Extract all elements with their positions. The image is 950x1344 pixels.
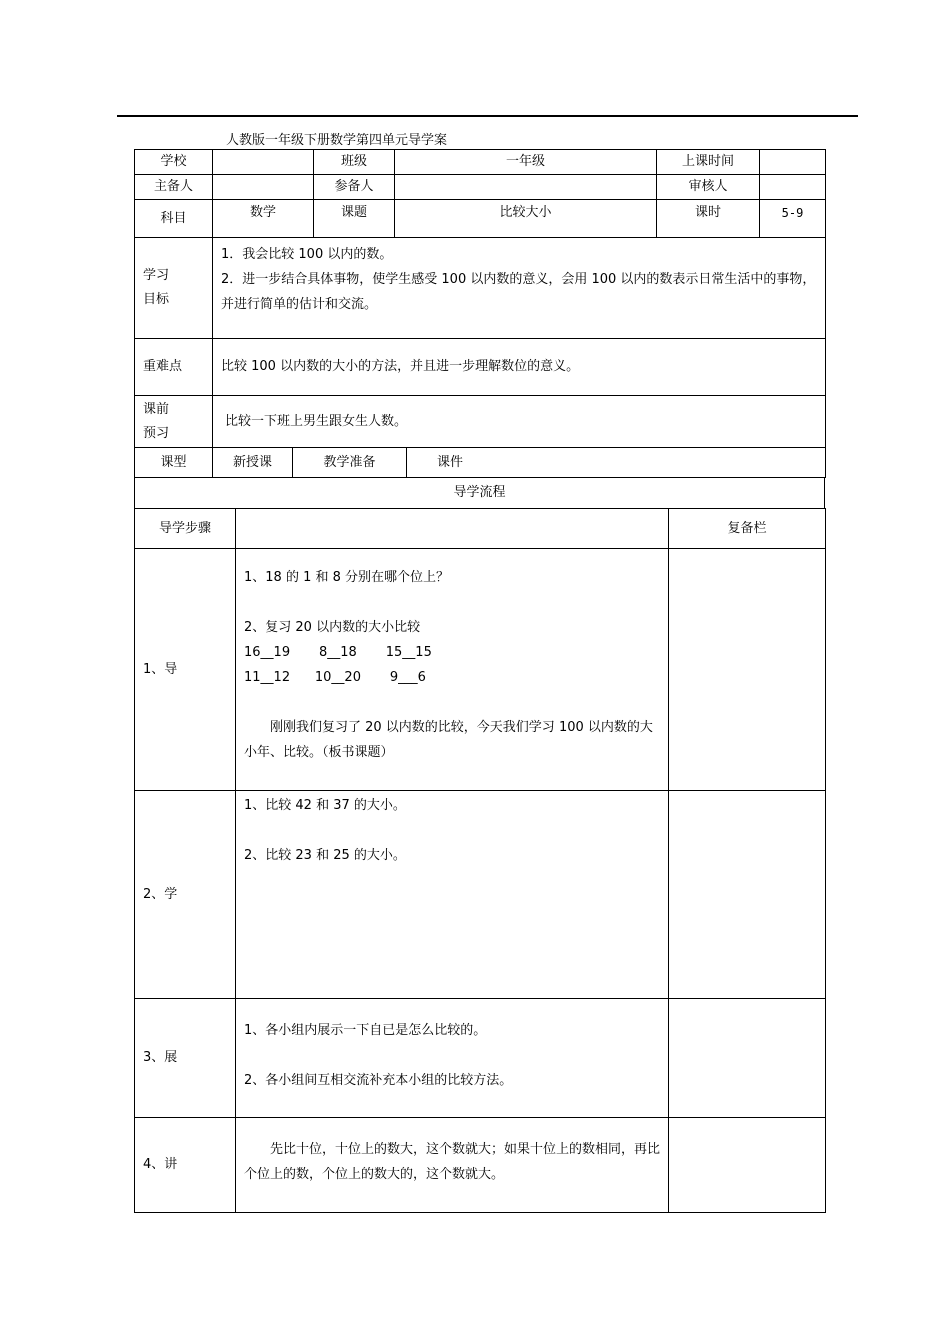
compare-row-2: 11__12 10__20 9___6 xyxy=(244,670,426,685)
goals-table xyxy=(134,237,826,448)
step-content xyxy=(236,1118,669,1213)
step-row-guide xyxy=(135,549,826,791)
preview-label xyxy=(135,396,213,448)
step-row-learn xyxy=(135,791,826,999)
period-value: 5-9 xyxy=(760,200,826,238)
lesson-row xyxy=(135,448,826,478)
top-rule xyxy=(117,115,858,117)
goals-item-2: 2．进一步结合具体事物，使学生感受 100 以内数的意义，会用 100 以内的数表示日常生活中的事物，并进行简单的估计和交流。 xyxy=(221,272,816,312)
topic-label: 课题 xyxy=(314,200,395,238)
show-item-2: 2、各小组间互相交流补充本小组的比较方法。 xyxy=(244,1073,513,1088)
lead-value xyxy=(213,175,314,200)
goals-label-line1: 学习 xyxy=(143,268,170,283)
guide-intro: 刚刚我们复习了 20 以内数的比较，今天我们学习 100 以内数的大小年、比较。（板书课题） xyxy=(244,720,653,760)
explain-text: 先比十位，十位上的数大，这个数就大；如果十位上的数相同，再比个位上的数，个位上的数大的，这个数就大。 xyxy=(244,1142,661,1182)
keypoints-text: 比较 100 以内数的大小的方法，并且进一步理解数位的意义。 xyxy=(213,339,826,396)
step-row-show xyxy=(135,999,826,1118)
time-value xyxy=(760,150,826,175)
lesson-prep-label: 教学准备 xyxy=(293,448,407,478)
reviewer-label: 审核人 xyxy=(657,175,760,200)
goals-row xyxy=(135,238,826,339)
step-note xyxy=(669,1118,826,1213)
step-content xyxy=(236,999,669,1118)
step-content xyxy=(236,791,669,999)
reviewer-value xyxy=(760,175,826,200)
class-label: 班级 xyxy=(314,150,395,175)
step-note xyxy=(669,999,826,1118)
flow-table xyxy=(134,508,826,1213)
keypoints-label: 重难点 xyxy=(135,339,213,396)
info-row-school xyxy=(135,150,826,175)
content-header xyxy=(236,509,669,549)
goals-label-line2: 目标 xyxy=(143,292,170,307)
show-item-1: 1、各小组内展示一下自已是怎么比较的。 xyxy=(244,1023,487,1038)
info-row-subject xyxy=(135,200,826,238)
guide-question-2: 2、复习 20 以内数的大小比较 xyxy=(244,620,421,635)
step-label: 1、导 xyxy=(135,549,236,791)
school-value xyxy=(213,150,314,175)
goals-label xyxy=(135,238,213,339)
goals-item-1: 1．我会比较 100 以内的数。 xyxy=(221,247,393,262)
lesson-type-value: 新授课 xyxy=(213,448,293,478)
goals-content xyxy=(213,238,826,339)
step-content xyxy=(236,549,669,791)
steps-header: 导学步骤 xyxy=(135,509,236,549)
document-title: 人教版一年级下册数学第四单元导学案 xyxy=(226,133,448,148)
learn-question-2: 2、比较 23 和 25 的大小。 xyxy=(244,848,406,863)
step-row-explain xyxy=(135,1118,826,1213)
time-label: 上课时间 xyxy=(657,150,760,175)
info-row-lead xyxy=(135,175,826,200)
topic-value: 比较大小 xyxy=(395,200,657,238)
period-label: 课时 xyxy=(657,200,760,238)
preview-row xyxy=(135,396,826,448)
preview-label-line2: 预习 xyxy=(143,425,170,441)
lesson-type-label: 课型 xyxy=(135,448,213,478)
step-note xyxy=(669,549,826,791)
class-value: 一年级 xyxy=(395,150,657,175)
lead-label: 主备人 xyxy=(135,175,213,200)
guide-question-1: 1、18 的 1 和 8 分别在哪个位上？ xyxy=(244,570,450,585)
lesson-table xyxy=(134,447,826,478)
subject-label: 科目 xyxy=(135,200,213,238)
step-label: 2、学 xyxy=(135,791,236,999)
lesson-prep-value: 课件 xyxy=(407,448,826,478)
flow-heading: 导学流程 xyxy=(135,478,825,509)
learn-question-1: 1、比较 42 和 37 的大小。 xyxy=(244,798,406,813)
notes-header: 复备栏 xyxy=(669,509,826,549)
participant-label: 参备人 xyxy=(314,175,395,200)
step-note xyxy=(669,791,826,999)
participant-value xyxy=(395,175,657,200)
step-label: 4、讲 xyxy=(135,1118,236,1213)
school-label: 学校 xyxy=(135,150,213,175)
step-label: 3、展 xyxy=(135,999,236,1118)
flow-header-row xyxy=(135,509,826,549)
keypoints-row xyxy=(135,339,826,396)
compare-row-1: 16__19 8__18 15__15 xyxy=(244,645,432,660)
preview-text: 比较一下班上男生跟女生人数。 xyxy=(213,396,826,448)
subject-value: 数学 xyxy=(213,200,314,238)
info-table xyxy=(134,149,826,238)
flow-heading-table xyxy=(134,477,825,509)
preview-label-line1: 课前 xyxy=(143,401,170,417)
